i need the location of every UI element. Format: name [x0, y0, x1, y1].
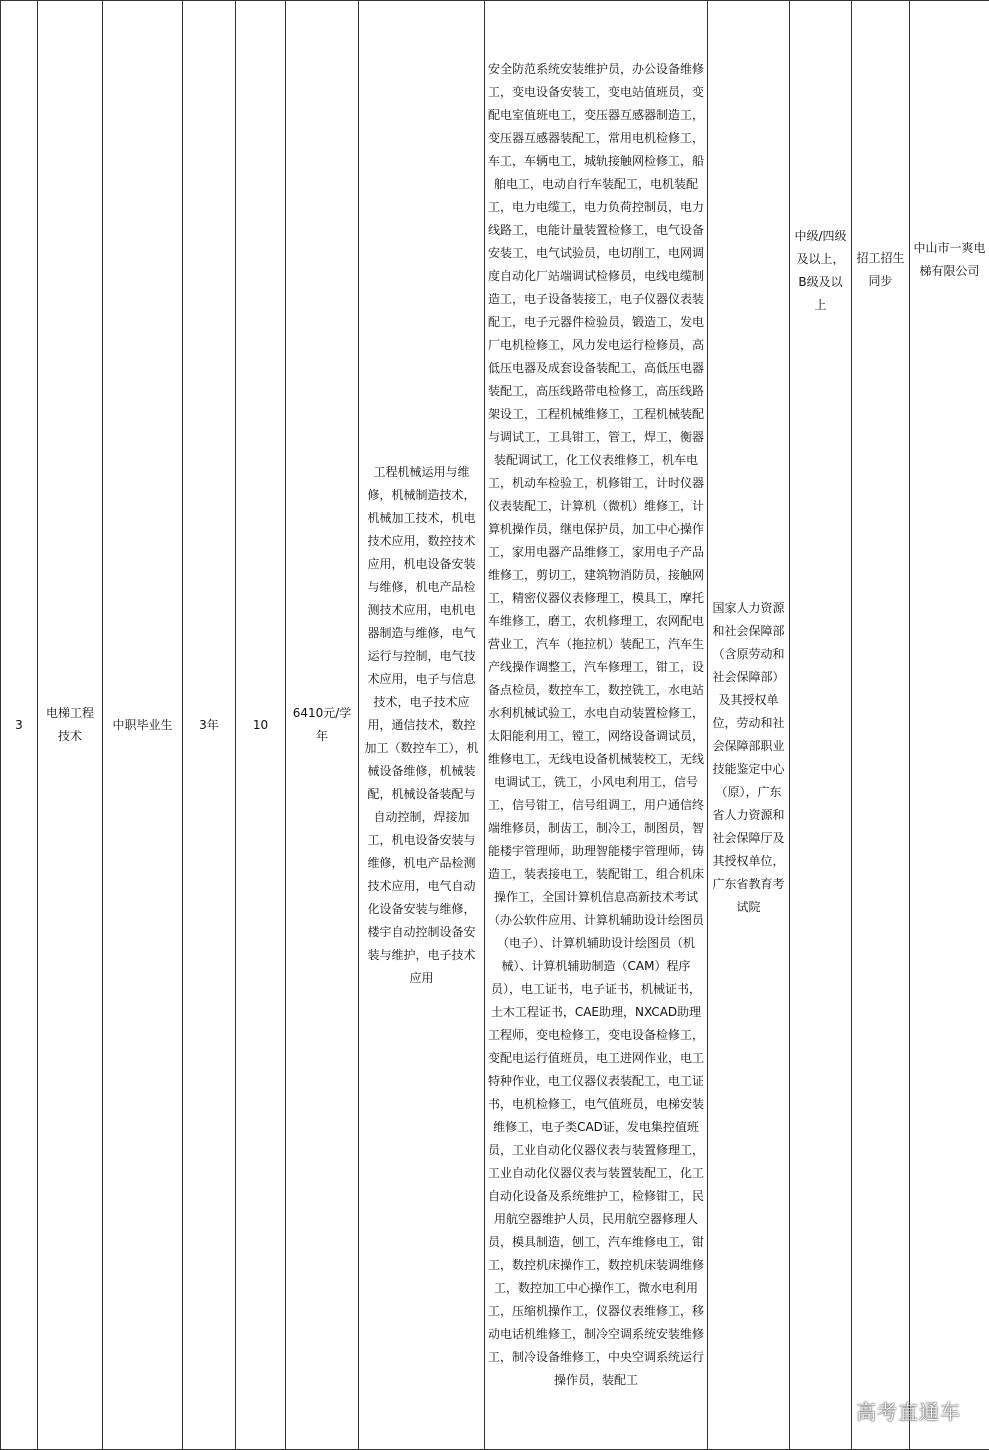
target-students: 中职毕业生 [103, 1, 183, 1450]
partner-company: 中山市一爽电梯有限公司 [910, 1, 989, 1450]
issuing-authority: 国家人力资源和社会保障部（含原劳动和社会保障部）及其授权单位，劳动和社会保障部职业技能鉴定中心（原），广东省人力资源和社会保障厅及其授权单位，广东省教育考试院 [708, 1, 790, 1450]
row-index: 3 [1, 1, 38, 1450]
admission-mode: 招工招生同步 [852, 1, 910, 1450]
related-majors: 工程机械运用与维修，机械制造技术，机械加工技术，机电技术应用，数控技术应用，机电设备安装与维修，机电产品检测技术应用，电机电器制造与维修，电气运行与控制，电气技术应用，电子与信息技术，电子技术应用，通信技术，数控加工（数控车工），机械设备维修，机械装配，机械设备装配与自动控制，焊接加工，机电设备安装与维修，机电产品检测技术应用，电气自动化设备安装与维修，楼宇自动控制设备安装与维护，电子技术应用 [359, 1, 485, 1450]
table-row [1, 1, 989, 1450]
tuition-fee: 6410元/学年 [286, 1, 359, 1450]
enrollment-quota: 10 [236, 1, 286, 1450]
watermark-text: 高考直通车 [856, 1400, 961, 1424]
study-duration: 3年 [183, 1, 236, 1450]
certificate-level: 中级/四级及以上，B级及以上 [790, 1, 852, 1450]
program-name: 电梯工程技术 [38, 1, 103, 1450]
certificate-list: 安全防范系统安装维护员，办公设备维修工，变电设备安装工，变电站值班员，变配电室值班电工，变压器互感器制造工，变压器互感器装配工，常用电机检修工，车工，车辆电工，城轨接触网检修工，船舶电工，电动自行车装配工，电机装配工，电力电缆工，电力负荷控制员，电力线路工，电能计量装置检修工，电气设备安装工，电气试验员，电切削工，电网调度自动化厂站端调试检修员，电线电缆制造工，电子设备装接工，电子仪器仪表装配工，电子元器件检验员，锻造工，发电厂电机检修工，风力发电运行检修员，高低压电器及成套设备装配工，高低压电器装配工，高压线路带电检修工，高压线路架设工，工程机械维修工，工程机械装配与调试工，工具钳工，管工，焊工，衡器装配调试工，化工仪表维修工，机车电工，机动车检验工，机修钳工，计时仪器仪表装配工，计算机（微机）维修工，计算机操作员，继电保护员，加工中心操作工，家用电器产品维修工，家用电子产品维修工，剪切工，建筑物消防员，接触网工，精密仪器仪表修理工，模具工，摩托车维修工，磨工，农机修理工，农网配电营业工，汽车（拖拉机）装配工，汽车生产线操作调整工，汽车修理工，钳工，设备点检员，数控车工，数控铣工，水电站水利机械试验工，水电自动装置检修工，太阳能利用工，镗工，网络设备调试员，维修电工，无线电设备机械装校工，无线电调试工，铣工，小风电利用工，信号工，信号钳工，信号组调工，用户通信终端维修员，制齿工，制冷工，制图员，智能楼宇管理师，助理智能楼宇管理师，铸造工，装表接电工，装配钳工，组合机床操作工，全国计算机信息高新技术考试（办公软件应用、计算机辅助设计绘图员（电子）、计算机辅助设计绘图员（机械）、计算机辅助制造（CAM）程序员），电工证书，电子证书，机械证书，土木工程证书，CAE助理，NXCAD助理工程师，变电检修工，变电设备检修工，变配电运行值班员，电工进网作业，电工特种作业，电工仪器仪表装配工，电工证书，电机检修工，电气值班员，电梯安装维修工，电子类CAD证，发电集控值班员，工业自动化仪器仪表与装置修理工，工业自动化仪器仪表与装置装配工，化工自动化设备及系统维护工，检修钳工，民用航空器维护人员，民用航空器修理人员，模具制造，刨工，汽车维修电工，钳工，数控机床操作工，数控机床装调维修工，数控加工中心操作工，微水电利用工，压缩机操作工，仪器仪表维修工，移动电话机维修工，制冷空调系统安装维修工，制冷设备维修工，中央空调系统运行操作员，装配工 [485, 1, 708, 1450]
